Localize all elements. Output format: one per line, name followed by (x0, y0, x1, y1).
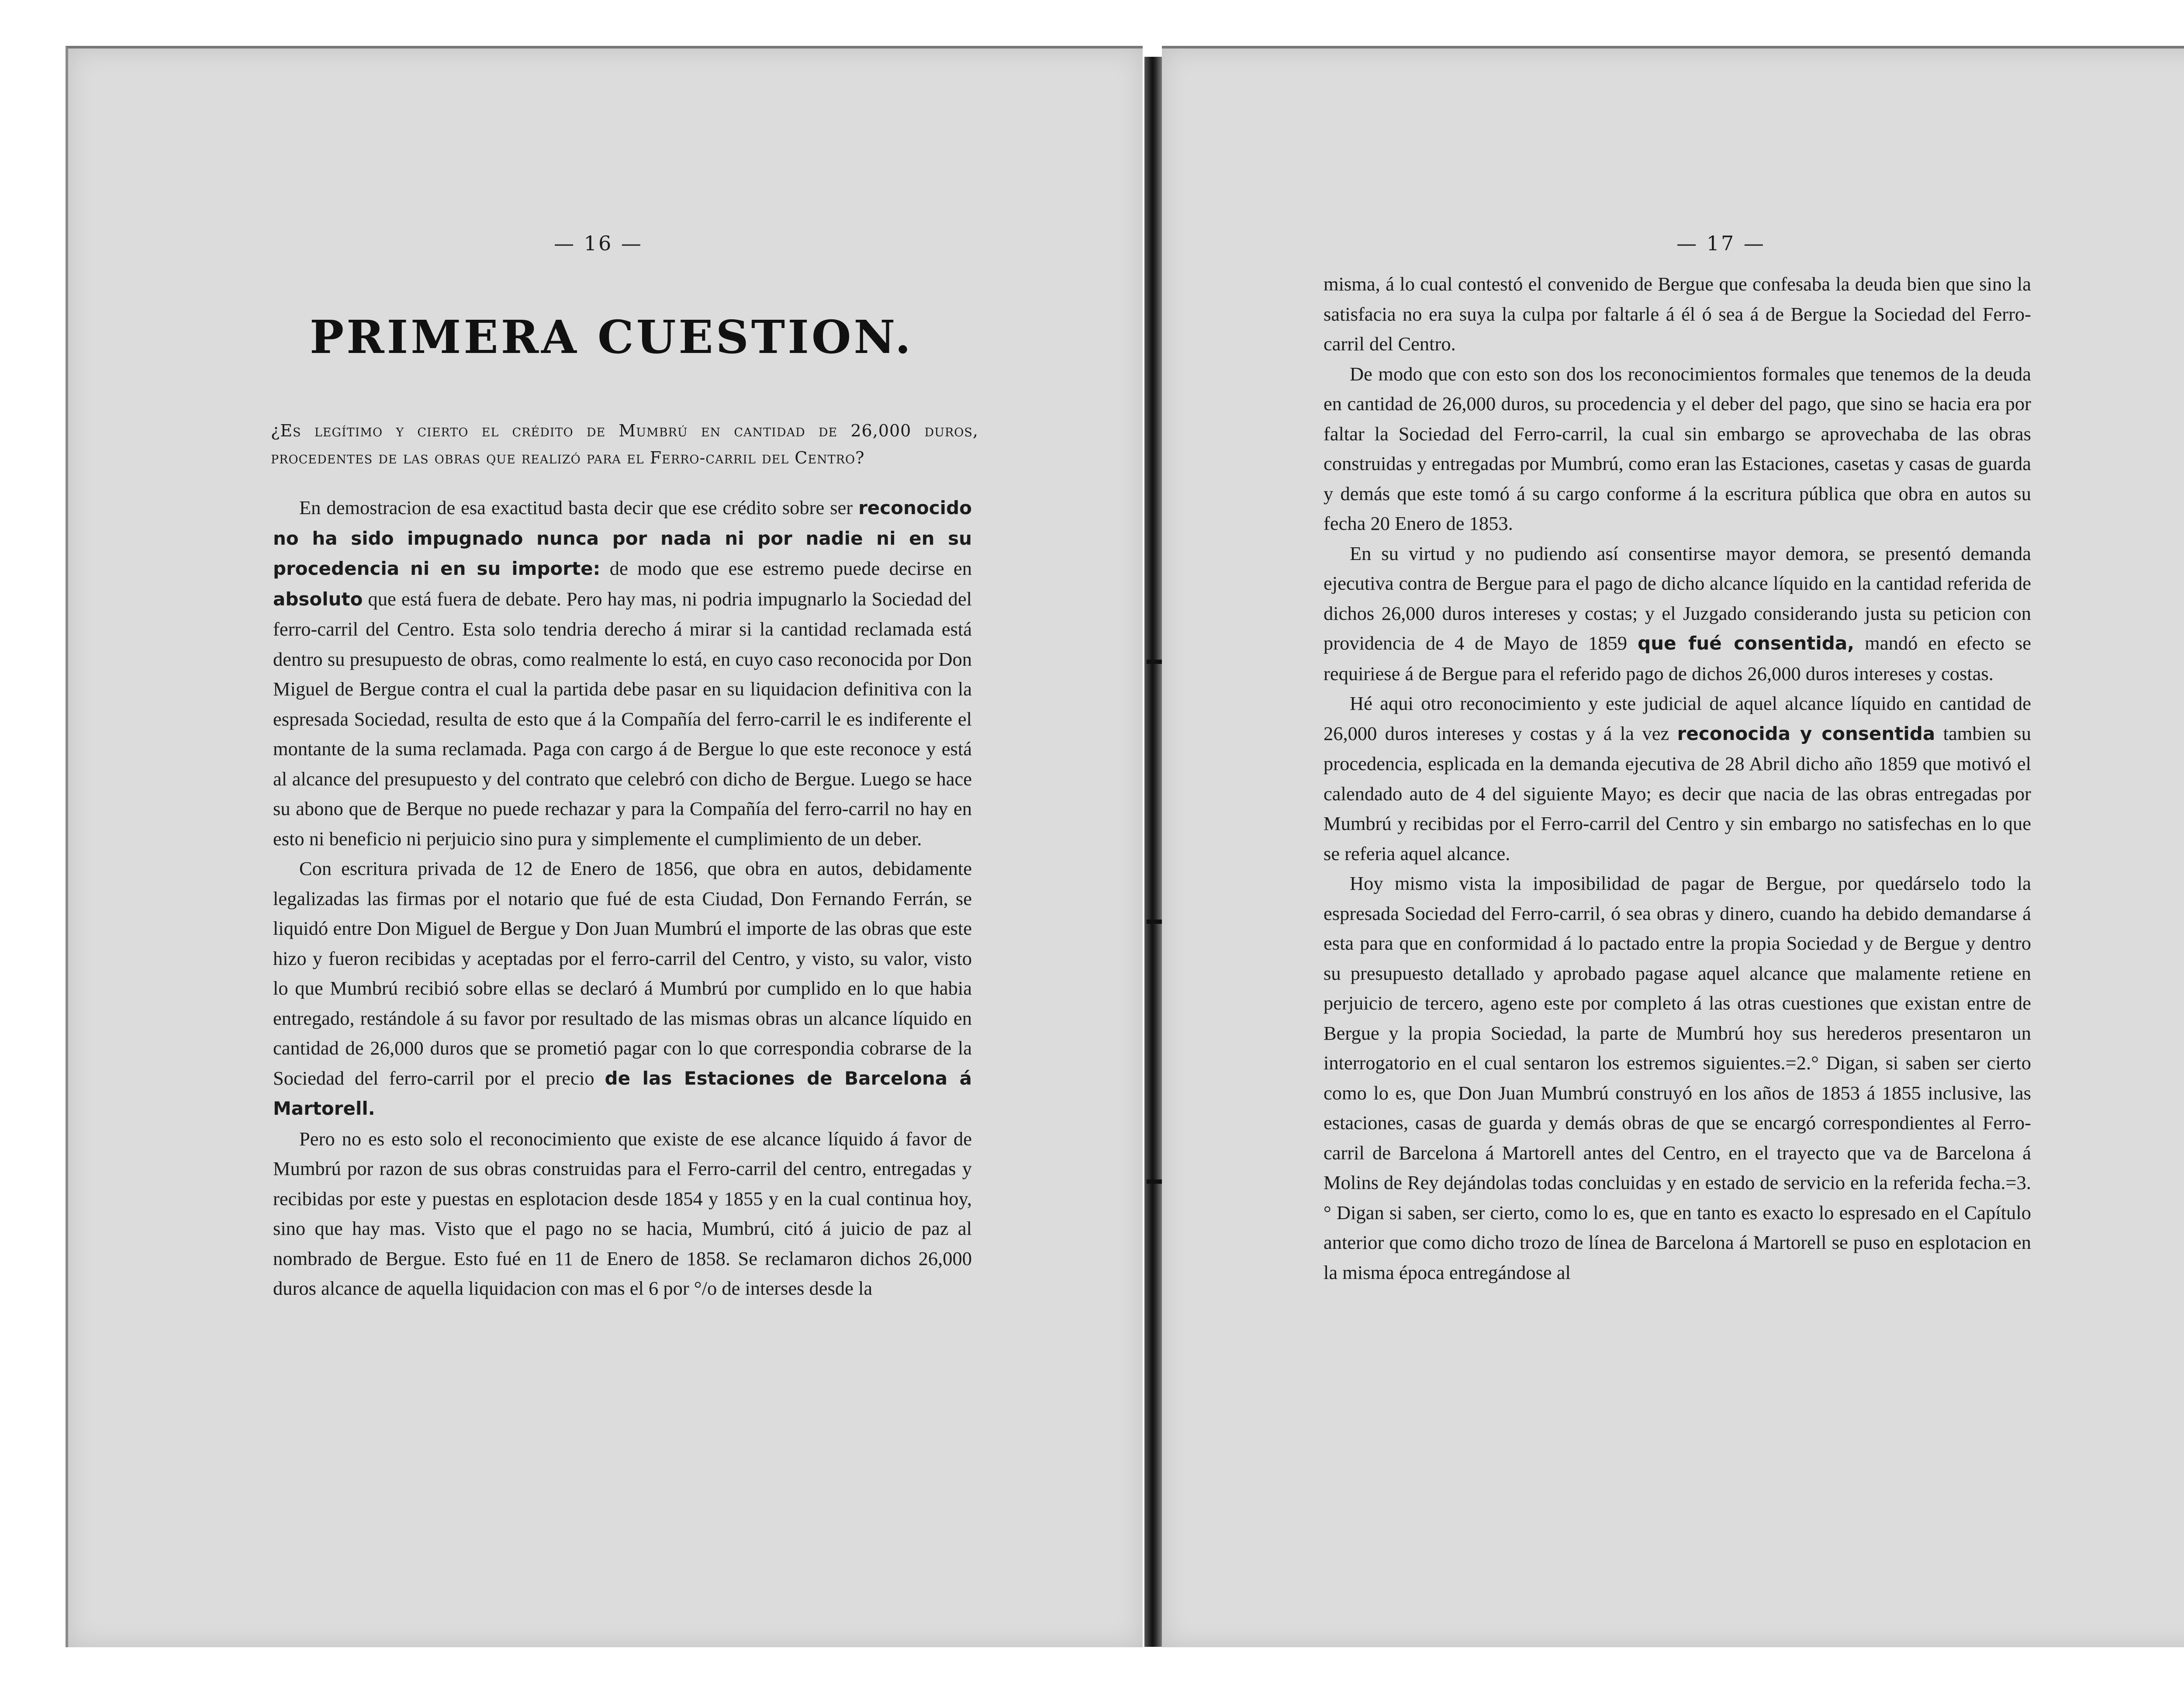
paragraph: En su virtud y no pudiendo así consentirse mayor demora, se presentó demanda ejecutiva contra de Bergue para el pago de dicho alcance líquido en la cantidad referida de dichos 26,000 duros intereses y costas; y el Juzgado considerando justa su peticion con providencia de 4 de Mayo de 1859 que fué consentida, mandó en efecto se requiriese á de Bergue para el referido pago de dichos 26,000 duros intereses y costas. (1324, 542, 2032, 684)
right-page-body (1324, 269, 2031, 1287)
paragraph: Hoy mismo vista la imposibilidad de pagar de Bergue, por quedárselo todo la espresada Sociedad del Ferro-carril, ó sea obras y dinero, cuando ha debido demandarse á esta para que en conformidad á lo pactado entre la propia Sociedad y de Bergue y dentro su presupuesto detallado y aprobado pagase aquel alcance que malamente retiene en perjuicio de tercero, ageno este por completo á las otras cuestiones que existan entre de Bergue y la propia Sociedad, la parte de Mumbrú hoy sus herederos presentaron un interrogatorio en el cual sentaron los estremos siguientes.=2.° Digan, si saben ser cierto como lo es, que Don Juan Mumbrú construyó en los años de 1853 á 1855 inclusive, las estaciones, casas de guarda y demás obras de que se encargó correspondientes al Ferro-carril de Barcelona á Martorell antes del Centro, en el trayecto que va de Barcelona á Molins de Rey dejándolas todas concluidas y en estado de servicio en la referida fecha.=3.° Digan si saben, ser cierto, como lo es, que en tanto es exacto lo espresado en el Capítulo anterior que como dicho trozo de línea de Barcelona á Martorell se puso en esplotacion en la misma época entregándose al (1324, 872, 2031, 1283)
right-page-number: — 17 — (1676, 232, 1766, 255)
book-gutter (1144, 57, 1162, 1647)
paragraph: Pero no es esto solo el reconocimiento que existe de ese alcance líquido á favor de Mumbrú por razon de sus obras construidas para el Ferro-carril del centro, entregadas y recibidas por este y puestas en esplotacion desde 1854 y 1855 y en la cual continua hoy, sino que hay mas. Visto que el pago no se hacia, Mumbrú, citó á juicio de paz al nombrado de Bergue. Esto fué en 11 de Enero de 1858. Se reclamaron dichos 26,000 duros alcance de aquella liquidacion con mas el 6 por °/o de interses desde la (273, 1127, 972, 1299)
left-page-body (273, 493, 972, 1303)
binding-stitch (1147, 1179, 1162, 1184)
paragraph: Hé aqui otro reconocimiento y este judicial de aquel alcance líquido en cantidad de 26,000 duros intereses y costas y á la vez reconocida y consentida tambien su procedencia, esplicada en la demanda ejecutiva de 28 Abril dicho año 1859 que motivó el calendado auto de 4 del siguiente Mayo; es decir que nacia de las obras entregadas por Mumbrú y recibidas por el Ferro-carril del Centro y sin embargo no satisfechas en lo que se referia aquel alcance. (1324, 692, 2031, 864)
paragraph: En demostracion de esa exactitud basta decir que ese crédito sobre ser reconocido no ha sido impugnado nunca por nada ni por nadie ni en su procedencia ni en su importe: de modo que ese estremo puede decirse en absoluto que está fuera de debate. Pero hay mas, ni podria impugnarlo la Sociedad del ferro-carril del Centro. Esta solo tendria derecho á mirar si la cantidad reclamada está dentro su presupuesto de obras, como realmente lo está, en cuyo caso reconocida por Don Miguel de Bergue contra el cual la partida debe pasar en su liquidacion definitiva con la espresada Sociedad, resulta de esto que á la Compañía del ferro-carril le es indiferente el montante de la suma reclamada. Paga con cargo á de Bergue lo que este reconoce y está al alcance del presupuesto y del contrato que celebró con dicho de Bergue. Luego se hace su abono que de Berque no puede rechazar y para la Compañía del ferro-carril no hay en esto ni beneficio ni perjuicio sino pura y simplemente el cumplimiento de un deber. (273, 497, 972, 850)
chapter-title: PRIMERA CUESTION. (309, 310, 914, 364)
question-heading: ¿Es legítimo y cierto el crédito de Mumbrú en cantidad de 26,000 duros, procedentes de las obras que realizó para el Ferro-carril del Centro? (271, 421, 978, 467)
binding-stitch (1147, 920, 1162, 924)
binding-stitch (1147, 660, 1162, 664)
left-page-number: — 16 — (554, 232, 643, 255)
paragraph: Con escritura privada de 12 de Enero de 1856, que obra en autos, debidamente legalizadas las firmas por el notario que fué de esta Ciudad, Don Fernando Ferrán, se liquidó entre Don Miguel de Bergue y Don Juan Mumbrú el importe de las obras que este hizo y fueron recibidas y aceptadas por el ferro-carril del Centro, y visto, su valor, visto lo que Mumbrú recibió sobre ellas se declaró á Mumbrú por cumplido en lo que habia entregado, restándole á su favor por resultado de las mismas obras un alcance líquido en cantidad de 26,000 duros que se prometió pagar con lo que correspondia cobrarse de la Sociedad del ferro-carril por el precio de las Estaciones de Barcelona á Martorell. (273, 857, 972, 1119)
paragraph: De modo que con esto son dos los reconocimientos formales que tenemos de la deuda en cantidad de 26,000 duros, su procedencia y el deber del pago, que sino se hacia era por faltar la Sociedad del Ferro-carril, la cual sin embargo se aprovechaba de las obras construidas y entregadas por Mumbrú, como eran las Estaciones, casetas y casas de guarda y demás que este tomó á su cargo conforme á la escritura pública que obra en autos su fecha 20 Enero de 1853. (1324, 363, 2031, 534)
paragraph: misma, á lo cual contestó el convenido de Bergue que confesaba la deuda bien que sino la satisfacia no era suya la culpa por faltarle á él ó sea á de Bergue la Sociedad del Ferro-carril del Centro. (1324, 273, 2031, 355)
